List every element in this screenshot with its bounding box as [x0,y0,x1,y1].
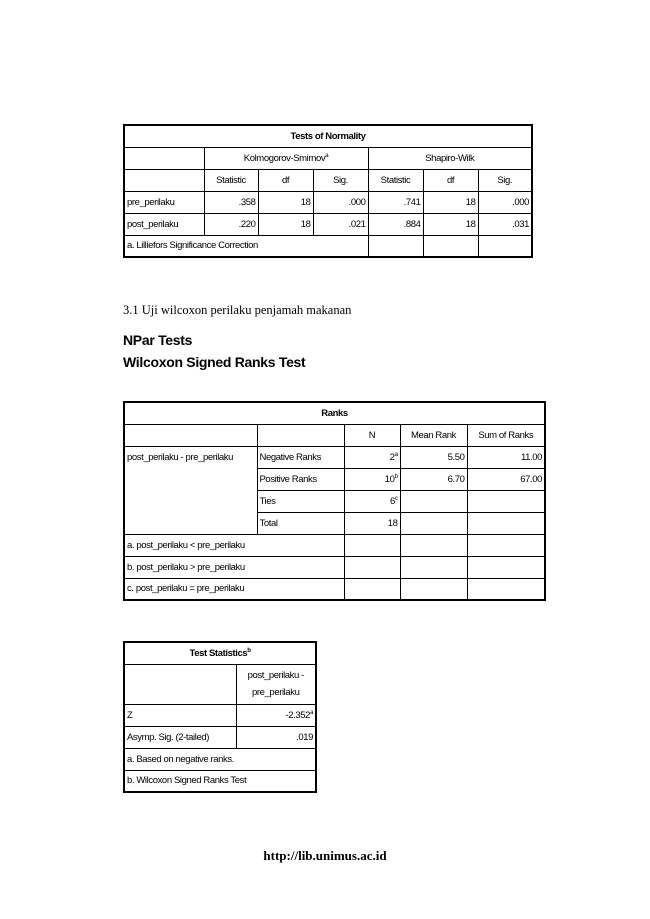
npar-title: NPar Tests [123,332,193,348]
normality-title: Tests of Normality [124,125,532,147]
col-header: Statistic [204,169,258,191]
n-value: 10 [384,473,395,485]
n-value: 18 [387,517,398,529]
empty-cell [344,578,400,600]
ks-label: Kolmogorov-Smirnov [243,152,326,164]
footnote-row [124,534,545,556]
cell [467,512,545,534]
col-header: Sig. [478,169,532,191]
cell: .019 [236,726,316,748]
col-header: Sig. [313,169,368,191]
cell: 18 [258,191,313,213]
empty-cell [400,534,467,556]
n-value: 6 [390,495,395,507]
n-sup: a [394,451,398,458]
col-header: Sum of Ranks [467,424,545,446]
cell [344,490,400,512]
empty-cell [467,578,545,600]
test-stats-title-sup: b [247,647,251,654]
table-row [124,191,532,213]
row-label: Ties [257,490,344,512]
empty-cell [344,556,400,578]
col-header: N [344,424,400,446]
normality-table [123,124,533,258]
empty-cell [344,534,400,556]
row-label: pre_perilaku [124,191,204,213]
table-row [124,726,316,748]
n-sup: c [394,495,398,502]
cell [236,704,316,726]
footnote-row [124,235,532,257]
cell [467,490,545,512]
normality-footnote: a. Lilliefors Significance Correction [124,235,368,257]
wilcoxon-title: Wilcoxon Signed Ranks Test [123,354,306,370]
cell: .000 [478,191,532,213]
ks-sup: a [325,152,329,159]
n-sup: b [394,473,398,480]
cell: 11.00 [467,446,545,468]
test-stats-title [124,642,316,664]
row-label: post_perilaku [124,213,204,235]
footnote-row [124,556,545,578]
row-label: Positive Ranks [257,468,344,490]
cell: 18 [423,191,478,213]
normality-group-ks [204,147,368,169]
footnote-row [124,578,545,600]
cell [400,490,467,512]
test-statistics-table [123,641,317,793]
normality-group-sw: Shapiro-Wilk [368,147,532,169]
normality-corner-2 [124,169,204,191]
test-stats-footnote: b. Wilcoxon Signed Ranks Test [124,770,316,792]
cell [400,512,467,534]
ranks-corner [124,424,257,446]
cell: .884 [368,213,423,235]
empty-cell [400,578,467,600]
cell: .220 [204,213,258,235]
z-value: -2.352 [285,709,311,721]
cell: .358 [204,191,258,213]
col-header: Mean Rank [400,424,467,446]
footnote-row [124,770,316,792]
empty-cell [368,235,423,257]
ranks-corner [257,424,344,446]
ranks-footnote: a. post_perilaku < pre_perilaku [124,534,344,556]
ranks-title: Ranks [124,402,545,424]
empty-cell [478,235,532,257]
footnote-row [124,748,316,770]
cell [344,446,400,468]
row-label: Asymp. Sig. (2-tailed) [124,726,236,748]
ranks-footnote: c. post_perilaku = pre_perilaku [124,578,344,600]
col-header: df [423,169,478,191]
col-header: Statistic [368,169,423,191]
n-value: 2 [389,451,395,463]
row-label: Total [257,512,344,534]
ranks-footnote: b. post_perilaku > pre_perilaku [124,556,344,578]
empty-cell [467,534,545,556]
table-row [124,446,545,468]
test-stats-col-header [236,664,316,704]
cell: 5.50 [400,446,467,468]
cell: 18 [423,213,478,235]
empty-cell [467,556,545,578]
section-heading: 3.1 Uji wilcoxon perilaku penjamah makanan [123,303,352,317]
cell: 18 [258,213,313,235]
empty-cell [423,235,478,257]
cell: .000 [313,191,368,213]
test-stats-footnote: a. Based on negative ranks. [124,748,316,770]
table-row [124,704,316,726]
cell: .031 [478,213,532,235]
row-label: Z [124,704,236,726]
test-stats-title-text: Test Statistics [189,647,248,659]
cell: .021 [313,213,368,235]
footer-url: http://lib.unimus.ac.id [263,848,387,863]
pair-label: post_perilaku - pre_perilaku [124,446,257,534]
normality-corner [124,147,204,169]
cell: 6.70 [400,468,467,490]
col-header: df [258,169,313,191]
cell [344,512,400,534]
cell: 67.00 [467,468,545,490]
row-label: Negative Ranks [257,446,344,468]
col-header-line-1: post_perilaku - [247,670,304,681]
cell [344,468,400,490]
cell: .741 [368,191,423,213]
ranks-table [123,401,546,601]
z-sup: a [310,709,314,716]
table-row [124,213,532,235]
empty-cell [400,556,467,578]
test-stats-corner [124,664,236,704]
col-header-line-2: pre_perilaku [252,687,300,698]
